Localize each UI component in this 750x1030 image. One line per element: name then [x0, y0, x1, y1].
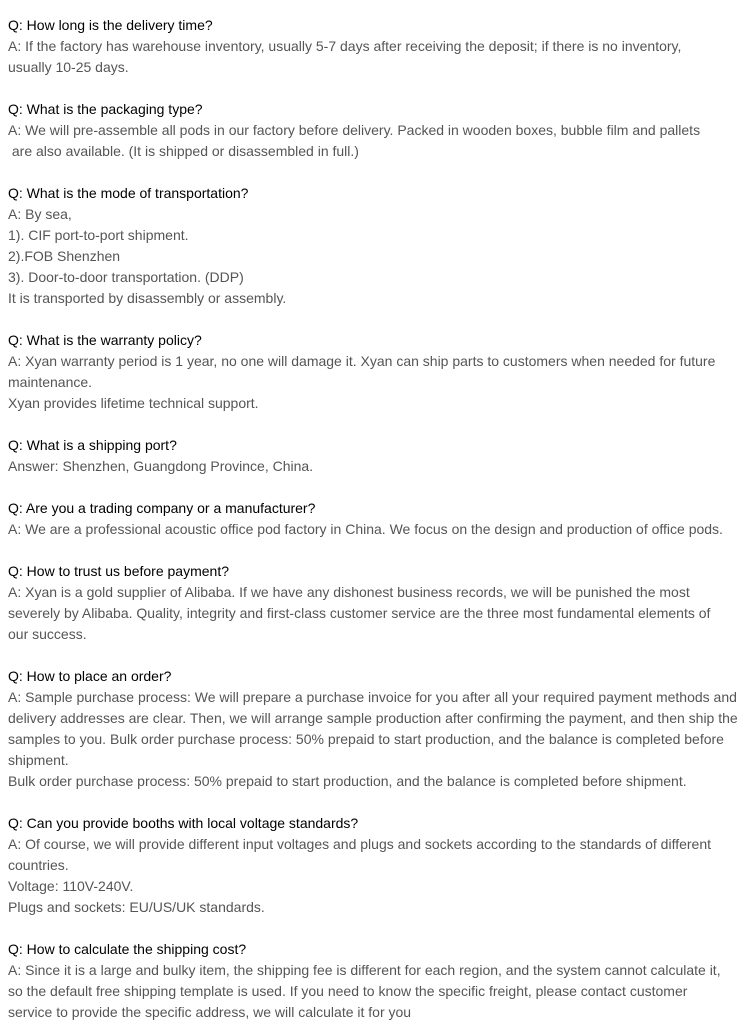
faq-question: Q: Are you a trading company or a manufacturer?: [8, 500, 316, 516]
faq-answer-line: A: We will pre-assemble all pods in our factory before delivery. Packed in wooden boxes, bubble film and pallets: [8, 122, 701, 138]
faq-answer-line: Answer: Shenzhen, Guangdong Province, China.: [8, 458, 314, 474]
faq-answer-line: delivery addresses are clear. Then, we will arrange sample production after confirming the payment, and then ship the: [8, 710, 738, 726]
faq-question: Q: What is the packaging type?: [8, 101, 203, 117]
faq-question: Q: How to trust us before payment?: [8, 563, 229, 579]
faq-answer-line: 3). Door-to-door transportation. (DDP): [8, 269, 244, 285]
faq-item-local-voltage: [8, 813, 742, 918]
faq-item-shipping-port: [8, 435, 742, 477]
faq-answer-line: so the default free shipping template is used. If you need to know the specific freight, please contact customer: [8, 983, 688, 999]
faq-answer-line: maintenance.: [8, 374, 93, 390]
faq-answer-line: countries.: [8, 857, 69, 873]
faq-item-company-type: [8, 498, 742, 540]
faq-answer-line: A: If the factory has warehouse inventory, usually 5-7 days after receiving the deposit; if there is no inventory,: [8, 38, 682, 54]
faq-answer-line: Plugs and sockets: EU/US/UK standards.: [8, 899, 265, 915]
faq-answer-line: Xyan provides lifetime technical support.: [8, 395, 259, 411]
faq-question: Q: How to place an order?: [8, 668, 172, 684]
faq-question: Q: How to calculate the shipping cost?: [8, 941, 247, 957]
faq-question: Q: What is a shipping port?: [8, 437, 177, 453]
faq-answer-line: A: Xyan warranty period is 1 year, no one will damage it. Xyan can ship parts to customers when needed for future: [8, 353, 716, 369]
faq-item-warranty-policy: [8, 330, 742, 414]
faq-answer-line: 1). CIF port-to-port shipment.: [8, 227, 189, 243]
faq-item-packaging-type: [8, 99, 742, 162]
faq-answer-line: A: We are a professional acoustic office pod factory in China. We focus on the design and production of office pods.: [8, 521, 723, 537]
faq-question: Q: How long is the delivery time?: [8, 17, 213, 33]
faq-answer-line: shipment.: [8, 752, 69, 768]
faq-question: Q: What is the warranty policy?: [8, 332, 202, 348]
faq-answer-line: It is transported by disassembly or assembly.: [8, 290, 287, 306]
faq-answer-line: A: By sea,: [8, 206, 72, 222]
faq-answer-line: usually 10-25 days.: [8, 59, 129, 75]
faq-item-trust-before-payment: [8, 561, 742, 645]
faq-answer-line: Bulk order purchase process: 50% prepaid to start production, and the balance is completed before shipment.: [8, 773, 687, 789]
faq-answer-line: service to provide the specific address, we will calculate it for you: [8, 1004, 412, 1020]
faq-answer-line: 2).FOB Shenzhen: [8, 248, 121, 264]
faq-question: Q: Can you provide booths with local voltage standards?: [8, 815, 359, 831]
faq-item-delivery-time: [8, 15, 742, 78]
faq-answer-line: A: Xyan is a gold supplier of Alibaba. If we have any dishonest business records, we will be punished the most: [8, 584, 690, 600]
faq-answer-line: A: Sample purchase process: We will prepare a purchase invoice for you after all your required payment methods and: [8, 689, 737, 705]
faq-item-shipping-cost: [8, 939, 742, 1023]
faq-answer-line: A: Of course, we will provide different input voltages and plugs and sockets according to the standards of different: [8, 836, 712, 852]
faq-answer-line: severely by Alibaba. Quality, integrity and first-class customer service are the three most fundamental elements of: [8, 605, 711, 621]
faq-answer-line: are also available. (It is shipped or disassembled in full.): [8, 143, 359, 159]
faq-answer-line: A: Since it is a large and bulky item, the shipping fee is different for each region, and the system cannot calculate it,: [8, 962, 721, 978]
faq-item-place-order: [8, 666, 742, 792]
faq-answer-line: samples to you. Bulk order purchase process: 50% prepaid to start production, and the balance is completed before: [8, 731, 724, 747]
faq-item-transportation-mode: [8, 183, 742, 309]
faq-answer-line: Voltage: 110V-240V.: [8, 878, 134, 894]
faq-question: Q: What is the mode of transportation?: [8, 185, 249, 201]
faq-answer-line: our success.: [8, 626, 87, 642]
